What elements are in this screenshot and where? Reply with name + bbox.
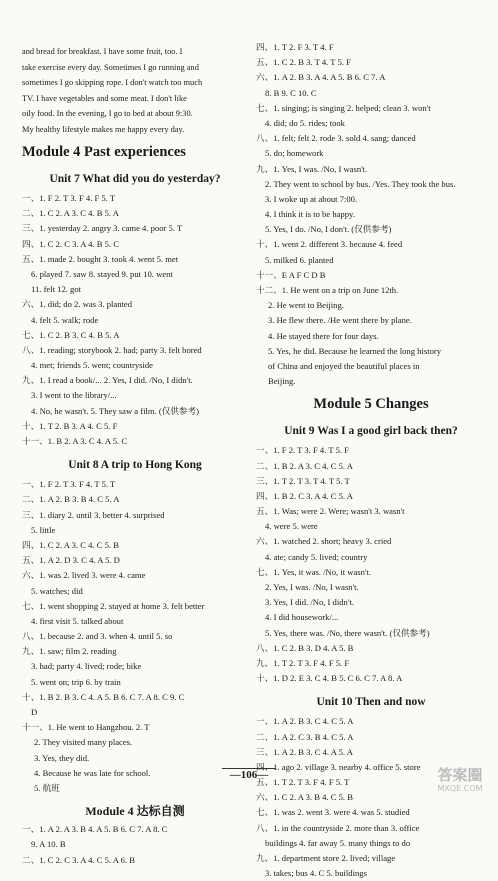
right-column bbox=[256, 40, 486, 881]
left-column bbox=[22, 0, 248, 868]
answer-line: 一、1. A 2. A 3. B 4. A 5. B 6. C 7. A 8. C bbox=[22, 824, 168, 835]
answer-line: 3. takes; bus 4. C 5. buildings bbox=[265, 868, 367, 879]
answer-line: 3. Yes, they did. bbox=[34, 752, 90, 763]
answer-line: 六、1. C 2. A 3. B 4. C 5. B bbox=[256, 792, 353, 803]
answer-line: 七、1. was 2. went 3. were 4. was 5. studied bbox=[256, 807, 410, 818]
answer-line: 九、1. Yes, I was. /No, I wasn't. bbox=[256, 163, 368, 174]
unit-10-answers bbox=[256, 714, 486, 881]
answer-line: 8. B 9. C 10. C bbox=[265, 87, 317, 98]
answer-line: 七、1. went shopping 2. stayed at home 3. felt better bbox=[22, 600, 205, 611]
answer-line: 六、1. was 2. lived 3. were 4. came bbox=[22, 570, 146, 581]
answer-line: 4. met; friends 5. went; countryside bbox=[31, 360, 153, 371]
answer-line: 九、1. saw; film 2. reading bbox=[22, 646, 117, 657]
answer-line: 四、1. C 2. A 3. C 4. C 5. B bbox=[22, 539, 119, 550]
answer-line: 四、1. B 2. C 3. A 4. C 5. A bbox=[256, 490, 353, 501]
answer-line: 5. went on; trip 6. by train bbox=[31, 676, 121, 687]
answer-line: 3. Yes, I did. /No, I didn't. bbox=[265, 597, 354, 608]
answer-line: 五、1. Was; were 2. Were; wasn't 3. wasn't bbox=[256, 506, 405, 517]
answer-line: 八、1. felt; felt 2. rode 3. sold 4. sang; danced bbox=[256, 133, 416, 144]
answer-line: 4. felt 5. walk; rode bbox=[31, 314, 99, 325]
answer-line: 三、1. A 2. B 3. C 4. A 5. A bbox=[256, 746, 353, 757]
answer-line: 2. He went to Beijing. bbox=[268, 300, 344, 311]
answer-line: 七、1. Yes, it was. /No, it wasn't. bbox=[256, 566, 372, 577]
answer-line: 三、1. diary 2. until 3. better 4. surprised bbox=[22, 509, 165, 520]
answer-line: 九、1. department store 2. lived; village bbox=[256, 853, 396, 863]
answer-line: 4. were 5. were bbox=[265, 521, 318, 532]
module-4-test-answers-cont bbox=[256, 40, 486, 389]
answer-line: 十、1. T 2. B 3. A 4. C 5. F bbox=[22, 420, 118, 431]
unit-8-answers bbox=[22, 477, 248, 796]
answer-line: 八、1. C 2. B 3. D 4. A 5. B bbox=[256, 642, 354, 653]
answer-line: 一、1. F 2. T 3. F 4. T 5. F bbox=[256, 445, 349, 456]
answer-line: 三、1. yesterday 2. angry 3. came 4. poor 5. T bbox=[22, 223, 183, 234]
answer-line: 4. No, he wasn't. 5. They saw a film. (仅供参考) bbox=[31, 405, 199, 416]
answer-line: 3. had; party 4. lived; rode; bike bbox=[31, 661, 142, 672]
answer-line: of China and enjoyed the beautiful places in bbox=[268, 360, 420, 371]
module-4-title: Module 4 Past experiences bbox=[22, 144, 186, 160]
watermark-line2: MXQE.COM bbox=[437, 784, 483, 793]
answer-line: 四、1. C 2. C 3. A 4. B 5. C bbox=[22, 238, 119, 249]
answer-line: 二、1. A 2. B 3. B 4. C 5. A bbox=[22, 494, 120, 505]
answer-line: 五、1. A 2. D 3. C 4. A 5. D bbox=[22, 555, 120, 566]
answer-line: 4. Because he was late for school. bbox=[34, 767, 151, 778]
answer-line: 2. They went to school by bus. /Yes. They took the bus. bbox=[265, 178, 456, 189]
answer-line: 八、1. reading; storybook 2. had; party 3. felt bored bbox=[22, 344, 202, 355]
answer-line: 4. I think it is to be happy. bbox=[265, 209, 355, 220]
answer-line: 五、1. T 2. T 3. F 4. F 5. T bbox=[256, 777, 350, 788]
answer-line: 11. felt 12. got bbox=[31, 284, 82, 295]
answer-line: 六、1. watched 2. short; heavy 3. cried bbox=[256, 536, 392, 547]
watermark-line1: 答案圈 bbox=[437, 766, 483, 784]
answer-line: 3. He flew there. /He went there by plane. bbox=[268, 315, 412, 326]
answer-line: D bbox=[31, 707, 38, 717]
answer-line: 十一、1. B 2. A 3. C 4. A 5. C bbox=[22, 436, 128, 446]
answer-line: 一、1. F 2. T 3. F 4. F 5. T bbox=[22, 193, 116, 203]
intro-line: take exercise every day. Sometimes I go running and bbox=[22, 62, 199, 72]
answer-line: 5. Yes, he did. Because he learned the long history bbox=[268, 345, 442, 356]
answer-line: 二、1. C 2. A 3. C 4. B 5. A bbox=[22, 208, 119, 219]
answer-line: 十、1. D 2. E 3. C 4. B 5. C 6. C 7. A 8. A bbox=[256, 673, 403, 684]
answer-line: 4. I did housework/... bbox=[265, 612, 339, 623]
intro-paragraph bbox=[22, 44, 248, 137]
answer-line: 2. They visited many places. bbox=[34, 737, 133, 748]
unit-9-answers bbox=[256, 443, 486, 686]
answer-line: 4. first visit 5. talked about bbox=[31, 615, 124, 626]
unit-8-title: Unit 8 A trip to Hong Kong bbox=[68, 459, 202, 472]
unit-9-title: Unit 9 Was I a good girl back then? bbox=[284, 425, 458, 438]
answer-line: 4. did; do 5. rides; took bbox=[265, 117, 345, 128]
answer-line: Beijing. bbox=[268, 376, 296, 387]
unit-7-title: Unit 7 What did you do yesterday? bbox=[49, 173, 221, 185]
intro-line: TV. I have vegetables and some meat. I don't like bbox=[22, 93, 187, 103]
module-4-test-answers bbox=[22, 822, 248, 868]
answer-line: 5. Yes, there was. /No, there wasn't. (仅供参考) bbox=[265, 627, 430, 638]
answer-line: 十一、1. He went to Hangzhou. 2. T bbox=[22, 722, 150, 733]
answer-line: 5. 航班 bbox=[34, 782, 60, 793]
intro-line: My healthy lifestyle makes me happy every day. bbox=[22, 124, 185, 134]
answer-line: 三、1. T 2. T 3. T 4. T 5. T bbox=[256, 475, 350, 486]
unit-10-title: Unit 10 Then and now bbox=[316, 696, 426, 709]
answer-line: 一、1. A 2. B 3. C 4. C 5. A bbox=[256, 716, 354, 727]
answer-line: 5. watches; did bbox=[31, 585, 83, 596]
watermark-logo bbox=[430, 766, 490, 796]
answer-line: 十二、1. He went on a trip on June 12th. bbox=[256, 285, 399, 295]
answer-line: buildings 4. far away 5. many things to do bbox=[265, 837, 411, 848]
page-number bbox=[0, 769, 498, 781]
answer-line: 2. Yes, I was. /No, I wasn't. bbox=[265, 582, 359, 592]
answer-line: 二、1. C 2. C 3. A 4. C 5. A 6. B bbox=[22, 854, 135, 865]
answer-line: 九、1. T 2. T 3. F 4. F 5. F bbox=[256, 657, 350, 668]
intro-line: and bread for breakfast. I have some fruit, too. I bbox=[22, 47, 183, 56]
answer-line: 5. do; homework bbox=[265, 148, 324, 159]
answer-line: 3. I woke up at about 7:00. bbox=[265, 193, 358, 204]
unit-7-answers bbox=[22, 191, 248, 449]
answer-line: 八、1. because 2. and 3. when 4. until 5. so bbox=[22, 631, 173, 642]
answer-line: 二、1. A 2. C 3. B 4. C 5. A bbox=[256, 731, 354, 742]
answer-line: 六、1. A 2. B 3. A 4. A 5. B 6. C 7. A bbox=[256, 72, 386, 83]
answer-line: 四、1. T 2. F 3. T 4. F bbox=[256, 42, 334, 52]
answer-line: 十、1. went 2. different 3. because 4. feed bbox=[256, 239, 403, 250]
answer-line: 九、1. I read a book/... 2. Yes, I did. /No, I didn't. bbox=[22, 375, 193, 386]
answer-line: 5. little bbox=[31, 524, 56, 535]
answer-line: 二、1. B 2. A 3. C 4. C 5. A bbox=[256, 460, 353, 471]
answer-line: 五、1. C 2. B 3. T 4. T 5. F bbox=[256, 57, 351, 68]
answer-line: 五、1. made 2. bought 3. took 4. went 5. met bbox=[22, 253, 179, 264]
answer-line: 3. I went to the library/... bbox=[31, 390, 117, 401]
module-5-title: Module 5 Changes bbox=[313, 396, 429, 413]
answer-line: 十、1. B 2. B 3. C 4. A 5. B 6. C 7. A 8. C 9. C bbox=[22, 691, 185, 702]
module-4-test-title: Module 4 达标自测 bbox=[85, 804, 185, 819]
answer-line: 5. Yes, I do. /No, I don't. (仅供参考) bbox=[265, 224, 392, 235]
intro-line: sometimes I go skipping rope. I don't watch too much bbox=[22, 78, 203, 87]
answer-line: 七、1. C 2. B 3. C 4. B 5. A bbox=[22, 329, 120, 340]
answer-line: 6. played 7. saw 8. stayed 9. put 10. went bbox=[31, 268, 173, 279]
answer-line: 六、1. did; do 2. was 3. planted bbox=[22, 299, 133, 310]
answer-line: 八、1. in the countryside 2. more than 3. office bbox=[256, 822, 420, 833]
answer-line: 4. ate; candy 5. lived; country bbox=[265, 551, 368, 562]
answer-line: 四、1. ago 2. village 3. nearby 4. office 5. store bbox=[256, 761, 421, 772]
answer-line: 一、1. F 2. T 3. F 4. T 5. T bbox=[22, 479, 116, 490]
answer-line: 七、1. singing; is singing 2. helped; clean 3. won't bbox=[256, 102, 431, 113]
page-number-text: —106— bbox=[222, 768, 277, 781]
answer-line: 4. He stayed there for four days. bbox=[268, 330, 379, 341]
answer-line: 十一、E A F C D B bbox=[256, 269, 326, 280]
intro-line: oily food. In the evening, I go to bed at about 9:30. bbox=[22, 109, 193, 118]
answer-line: 9. A 10. B bbox=[31, 839, 66, 850]
answer-line: 5. milked 6. planted bbox=[265, 254, 334, 265]
